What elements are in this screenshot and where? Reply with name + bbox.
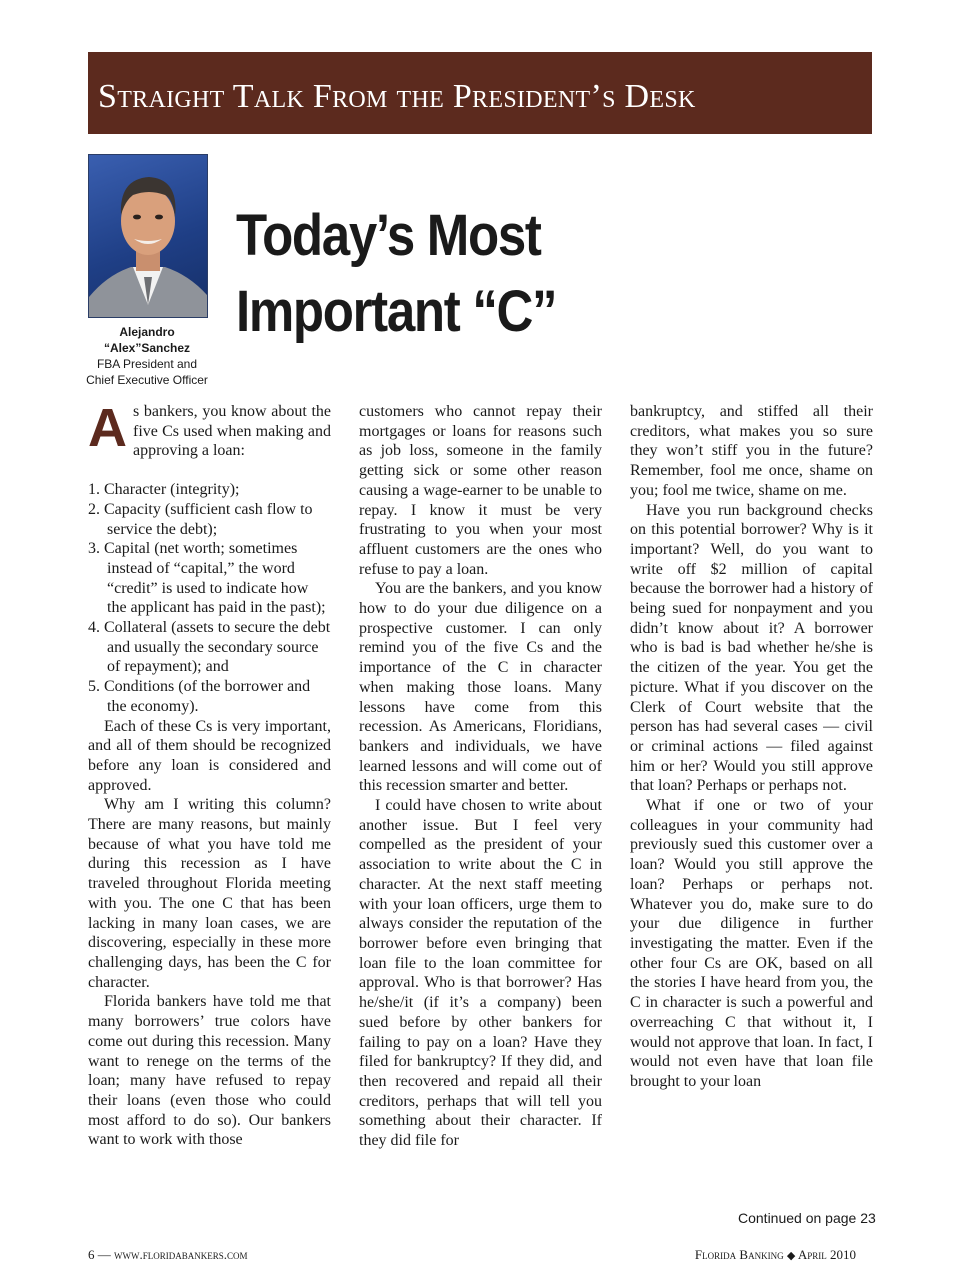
headline-line2: Important “C”	[236, 279, 557, 344]
body-paragraph: Each of these Cs is very important, and all of them should be recognized before any loan is considered and approved.	[88, 717, 331, 794]
list-item: 4. Collateral (assets to secure the debt and usually the secondary source of repayment); and	[88, 619, 331, 676]
author-portrait-image	[89, 155, 207, 317]
author-first-name: Alejandro	[119, 325, 175, 339]
continued-note: Continued on page 23	[738, 1210, 876, 1226]
body-paragraph: You are the bankers, and you know how to do your due diligence on a prospective customer. I can only remind you of the five Cs and the importance of the C in character when making those loans. Many lessons have come from this recession. As Americans, Floridians, bankers and individuals, we have learned lessons and will come out of this recession smarter and better.	[359, 580, 602, 795]
footer-page-url: 6 — www.floridabankers.com	[88, 1247, 248, 1262]
publication-name: Florida Banking	[694, 1247, 784, 1262]
body-paragraph: Have you run background checks on this potential borrower? Why is it important? Well, do you want to write off $2 million of capital because the borrower had a history of being sued for nonpayment and you didn’t know about it? A borrower who is bad is bad whether he/she is the citizen of the year. You get the picture. What if you discover on the Clerk of Court website that the person has had several cases — civil or criminal actions — filed against him or her? Would you still approve that loan? Perhaps or perhaps not.	[630, 501, 873, 795]
five-cs-list	[88, 480, 331, 716]
article-column-3	[630, 402, 873, 1092]
article-column-1	[88, 398, 331, 1150]
body-paragraph: Why am I writing this column? There are many reasons, but mainly because of what you have told me during this recession as I have traveled throughout Florida meeting with you. The one C that has been lacking in many loan cases, we are discovering, especially in these more challenging days, has been the C for character.	[88, 796, 331, 991]
list-item: 2. Capacity (sufficient cash flow to service the debt);	[88, 500, 313, 538]
header-bar	[88, 52, 872, 134]
list-item: 5. Conditions (of the borrower and the economy).	[88, 678, 311, 715]
intro-paragraph	[88, 398, 331, 461]
author-photo	[88, 154, 208, 318]
section-title: Straight Talk From the President’s Desk	[98, 78, 696, 115]
intro-text: s bankers, you know about the five Cs used when making and approving a loan:	[133, 403, 331, 460]
list-item: 1. Character (integrity);	[88, 481, 240, 499]
author-caption	[84, 324, 210, 388]
body-paragraph: Florida bankers have told me that many borrowers’ true colors have come out during this recession. Many want to renege on the terms of the loan; many have refused to repay their loans (even those who could most afford to do so). Our bankers want to work with those	[88, 993, 331, 1149]
body-paragraph: I could have chosen to write about another issue. But I feel very compelled as the president of your association to write about the C in character. At the next staff meeting with your loan officers, urge them to always consider the reputation of the borrower before even bringing that loan file to the loan committee for approval. Who is that borrower? Has he/she/it (if it’s a company) been sued before by other bankers for failing to pay on a loan? Have they filed for bankruptcy? If they did, and then recovered and repaid all their creditors, perhaps that will tell you something about their character. If they did file for	[359, 797, 602, 1150]
diamond-icon: ◆	[786, 1249, 796, 1262]
article-column-2	[359, 402, 602, 1151]
author-title-line2: Chief Executive Officer	[86, 373, 208, 387]
footer-publication	[695, 1247, 856, 1263]
list-item: 3. Capital (net worth; sometimes instead of “capital,” the word “credit” is used to indicate how the applicant has paid in the past);	[88, 540, 326, 617]
body-paragraph: bankruptcy, and stiffed all their creditors, what makes you so sure they won’t stiff you in the future? Remember, fool me once, shame on you; fool me twice, shame on me.	[630, 403, 873, 499]
body-paragraph: customers who cannot repay their mortgages or loans for reasons such as job loss, someone in the family getting sick or some other reason causing a wage-earner to be unable to repay. I know it must be very frustrating to you when your most affluent customers are the ones who refuse to pay a loan.	[359, 403, 602, 578]
drop-cap: A	[88, 398, 127, 458]
issue-date: April 2010	[797, 1247, 856, 1262]
body-paragraph: What if one or two of your colleagues in your community had previously sued this customer over a loan? Would you still approve the loan? Perhaps or perhaps not. Whatever you do, make sure to do your due diligence in further investigating the matter. Even if the other four Cs are OK, based on all the stories I have heard from you, the C in character is such a powerful and overreaching C that without it, I would not approve that loan. In fact, I would not even have that loan file brought to your loan	[630, 797, 873, 1090]
author-name: “Alex”Sanchez	[103, 341, 191, 355]
article-headline	[236, 198, 556, 350]
headline-line1: Today’s Most	[236, 203, 541, 268]
author-title-line1: FBA President and	[96, 357, 198, 371]
